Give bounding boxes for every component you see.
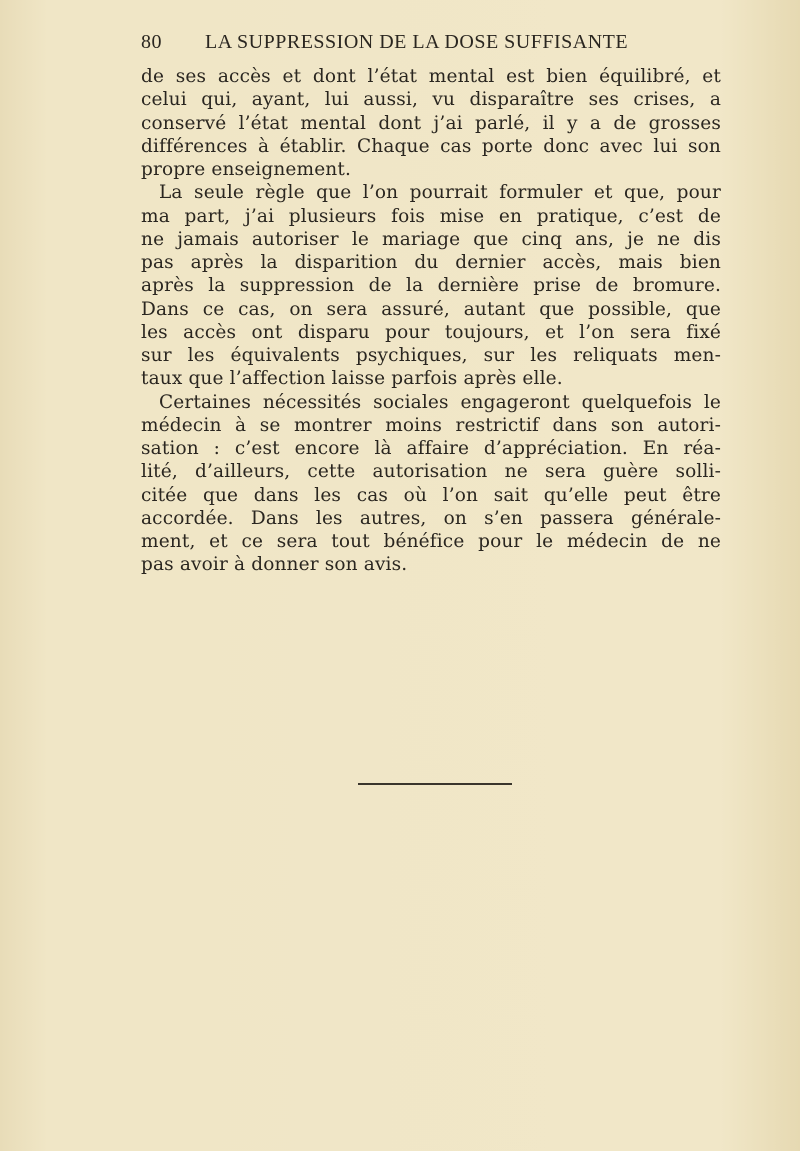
text-line: différences à établir. Chaque cas porte donc avec lui son: [141, 135, 721, 157]
text-line: médecin à se montrer moins restrictif dans son autori-: [141, 414, 721, 436]
text-line: citée que dans les cas où l’on sait qu’elle peut être: [141, 484, 721, 506]
text-line: ma part, j’ai plusieurs fois mise en pratique, c’est de: [141, 205, 721, 227]
text-line: pas avoir à donner son avis.: [141, 554, 408, 576]
text-line: lité, d’ailleurs, cette autorisation ne sera guère solli-: [141, 461, 721, 483]
text-line: après la suppression de la dernière prise de bromure.: [141, 275, 721, 297]
text-line: celui qui, ayant, lui aussi, vu disparaître ses crises, a: [141, 89, 721, 111]
text-line: sation : c’est encore là affaire d’appréciation. En réa-: [141, 438, 721, 459]
text-line: Certaines nécessités sociales engageront quelquefois le: [159, 391, 721, 413]
page-number: 80: [141, 31, 162, 53]
text-line: les accès ont disparu pour toujours, et l’on sera fixé: [141, 321, 721, 343]
page-header: [141, 31, 681, 57]
text-line: conservé l’état mental dont j’ai parlé, il y a de grosses: [141, 112, 721, 134]
body-text: [141, 65, 721, 577]
text-line: taux que l’affection laisse parfois après elle.: [141, 368, 563, 390]
text-line: ne jamais autoriser le mariage que cinq ans, je ne dis: [141, 228, 721, 250]
section-divider: [358, 783, 512, 785]
text-line: La seule règle que l’on pourrait formuler et que, pour: [159, 182, 721, 204]
text-line: de ses accès et dont l’état mental est bien équilibré, et: [141, 66, 721, 87]
text-line: ment, et ce sera tout bénéfice pour le médecin de ne: [141, 531, 721, 552]
text-line: Dans ce cas, on sera assuré, autant que possible, que: [141, 298, 721, 320]
text-line: pas après la disparition du dernier accès, mais bien: [141, 252, 721, 273]
text-line: sur les équivalents psychiques, sur les reliquats men-: [141, 345, 721, 366]
text-line: accordée. Dans les autres, on s’en passera générale-: [141, 507, 721, 529]
text-line: propre enseignement.: [141, 159, 351, 180]
running-title: LA SUPPRESSION DE LA DOSE SUFFISANTE: [205, 31, 629, 53]
